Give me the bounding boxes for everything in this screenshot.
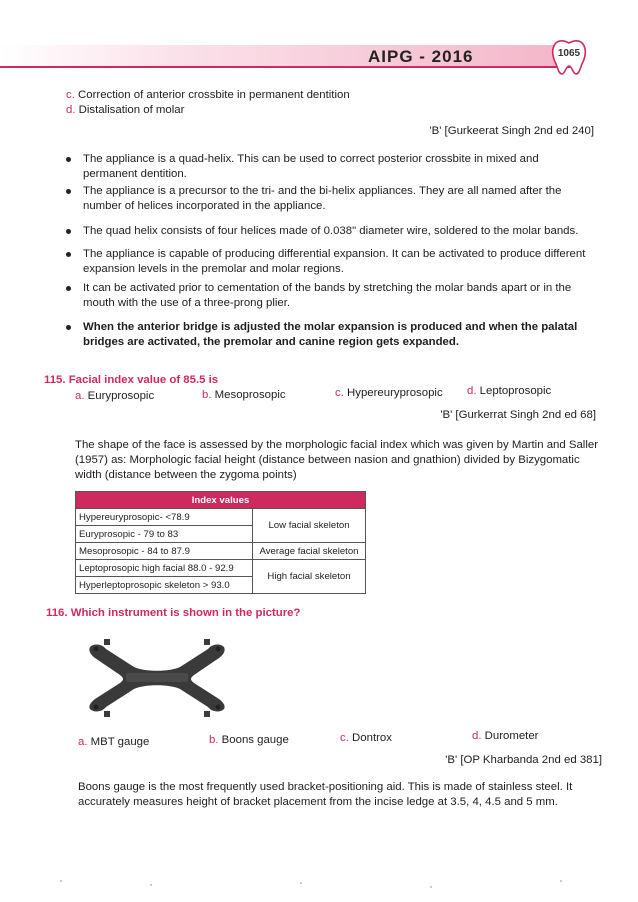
prev-option-d [66,103,184,118]
option-letter: d. [66,104,76,116]
bullet-item [66,320,596,350]
option-letter: a. [78,736,88,748]
option-letter: a. [75,390,85,402]
bullet-icon [66,252,71,257]
table-row [76,560,366,577]
bullet-icon [66,325,71,330]
option-letter: c. [66,89,75,101]
bullet-text: The appliance is a quad-helix. This can be used to correct posterior crossbite in mixed and permanent dentition. [83,153,539,180]
option-letter: d. [472,730,482,742]
bullet-text: It can be activated prior to cementation of the bands by stretching the molar bands apart or in the mouth with the use of a three-prong plier. [83,282,572,309]
question-116 [46,606,300,621]
bullet-text: The appliance is capable of producing differential expansion. It can be activated to produce different expansion levels in the premolar and molar regions. [83,248,586,275]
option-text: Leptoprosopic [479,385,552,397]
bullet-item [66,281,596,311]
table-cell: Low facial skeleton [253,509,366,543]
scan-speck [150,884,152,886]
scan-speck [430,886,432,888]
q115-option-c [335,386,443,401]
q115-answer-reference: 'B' [Gurkerrat Singh 2nd ed 68] [440,409,596,421]
option-letter: c. [335,387,344,399]
q116-answer-reference: 'B' [OP Kharbanda 2nd ed 381] [445,754,602,766]
table-header: Index values [76,492,366,509]
q115-option-d [467,384,551,399]
page-number: 1065 [557,48,581,59]
bullet-item [66,224,596,239]
option-text: Durometer [484,730,539,742]
q115-option-a [75,389,154,404]
bullet-item [66,184,596,214]
option-text: Hypereuryprosopic [347,387,443,399]
question-text: Which instrument is shown in the picture? [70,607,301,619]
q116-option-b [209,733,289,748]
bullet-icon [66,157,71,162]
q115-explanation: The shape of the face is assessed by the morphologic facial index which was given by Martin and Saller (1957) as: Morphologic facial height (distance between nasion and gnathion) divided by Bizygomatic width (distance between the zygoma points) [75,439,598,481]
table-cell: Hypereuryprosopic- <78.9 [76,509,253,526]
page-header-title: AIPG - 2016 [368,47,474,66]
option-letter: c. [340,732,349,744]
question-number: 116. [46,607,68,619]
table-cell: Hyperleptoprosopic skeleton > 93.0 [76,577,253,594]
bullet-icon [66,286,71,291]
q116-option-d [472,729,538,744]
bullet-text: When the anterior bridge is adjusted the molar expansion is produced and when the palatal bridges are activated, the premolar and canine region gets expanded. [83,321,578,348]
q116-option-a [78,735,149,750]
bullet-item [66,152,596,182]
q116-option-c [340,731,392,746]
table-row [76,543,366,560]
table-header-row [76,492,366,509]
option-text: Dontrox [352,732,392,744]
option-letter: b. [202,389,212,401]
table-cell: Euryprosopic - 79 to 83 [76,526,253,543]
scan-speck [300,882,302,884]
boons-gauge-image [82,637,232,717]
bullet-text: The quad helix consists of four helices made of 0.038" diameter wire, soldered to the molar bands. [83,225,579,237]
table-cell: Leptoprosopic high facial 88.0 - 92.9 [76,560,253,577]
option-text: MBT gauge [90,736,150,748]
q115-option-b [202,388,286,403]
table-cell: Mesoprosopic - 84 to 87.9 [76,543,253,560]
option-letter: b. [209,734,219,746]
question-text: Facial index value of 85.5 is [68,374,219,386]
bullet-item [66,247,596,277]
table-cell: Average facial skeleton [253,543,366,560]
option-letter: d. [467,385,477,397]
header-band [0,45,575,67]
question-115 [44,373,218,388]
prev-option-c [66,88,350,103]
bullet-icon [66,229,71,234]
q116-explanation: Boons gauge is the most frequently used bracket-positioning aid. This is made of stainless steel. It accurately measures height of bracket placement from the incise ledge at 3.5, 4, 4.5 and 5 mm. [78,781,573,808]
scan-speck [560,880,562,882]
bullet-text: The appliance is a precursor to the tri- and the bi-helix appliances. They are all named after the number of helices incorporated in the appliance. [83,185,562,212]
question-number: 115. [44,374,66,386]
prev-answer-reference: 'B' [Gurkeerat Singh 2nd ed 240] [429,125,594,137]
option-text: Boons gauge [221,734,289,746]
table-cell: High facial skeleton [253,560,366,594]
table-row [76,509,366,526]
scan-speck [60,880,62,882]
index-values-table [75,491,366,594]
option-text: Euryprosopic [87,390,155,402]
bullet-icon [66,189,71,194]
option-text: Correction of anterior crossbite in permanent dentition [78,89,350,101]
option-text: Distalisation of molar [78,104,185,116]
option-text: Mesoprosopic [214,389,286,401]
header-rule [0,66,575,68]
